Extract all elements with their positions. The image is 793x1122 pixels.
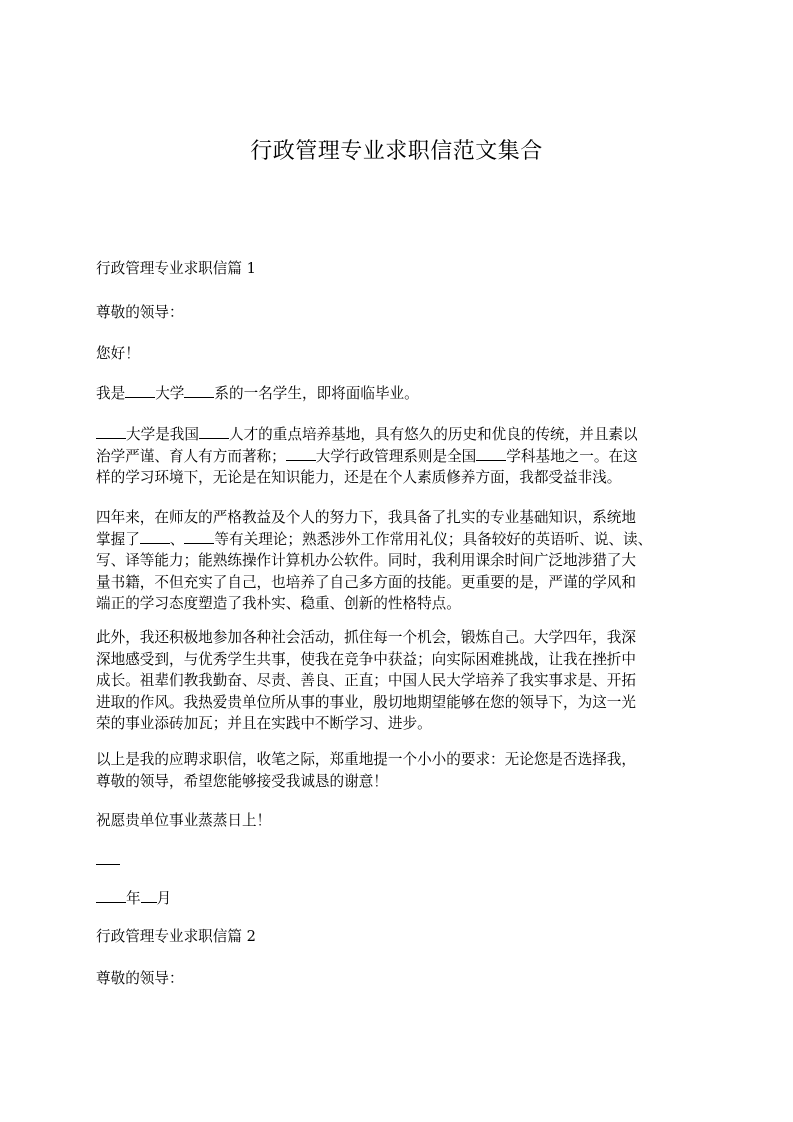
paragraph-line: 此外，我还积极地参加各种社会活动，抓住每一个机会，锻炼自己。大学四年，我深 — [96, 629, 636, 646]
paragraph-university — [96, 424, 696, 489]
paragraph-line: 成长。祖辈们教我勤奋、尽责、善良、正直；中国人民大学培养了我实事求是、开拓 — [96, 672, 636, 689]
month-label: 月 — [156, 890, 172, 907]
section1-heading: 行政管理专业求职信篇 1 — [96, 260, 256, 277]
text-span: 掌握了 — [96, 530, 140, 548]
closing-wish: 祝愿贵单位事业蒸蒸日上！ — [96, 812, 272, 829]
paragraph-line: 四年来，在师友的严格教益及个人的努力下，我具备了扎实的专业基础知识，系统地 — [96, 509, 636, 526]
text-span: 大学是我国 — [126, 426, 199, 443]
text-span: 学科基地之一。在这 — [506, 447, 638, 465]
paragraph-line: 深地感受到，与优秀学生共事，使我在竞争中获益；向实际困难挑战，让我在挫折中 — [96, 650, 636, 668]
paragraph-line: 端正的学习态度塑造了我朴实、稳重、创新的性格特点。 — [96, 595, 461, 612]
intro-text-a: 我是 — [96, 385, 126, 402]
blank-university — [125, 383, 155, 398]
paragraph-line: 样的学习环境下，无论是在知识能力，还是在个人素质修养方面，我都受益非浅。 — [96, 469, 622, 486]
paragraph-line: 进取的作风。我热爱贵单位所从事的事业，殷切地期望能够在您的领导下，为这一光 — [96, 693, 636, 711]
paragraph-line: 尊敬的领导，希望您能够接受我诚恳的谢意！ — [96, 772, 388, 790]
section2-heading: 行政管理专业求职信篇 2 — [96, 928, 256, 945]
text-span: 治学严谨、育人有方而著称； — [96, 447, 286, 465]
text-span: 等有关理论；熟悉涉外工作常用礼仪；具备较好的英语听、说、读、 — [214, 530, 653, 548]
year-label: 年 — [126, 890, 141, 907]
salutation: 尊敬的领导： — [96, 304, 184, 321]
text-span: 人才的重点培养基地，具有悠久的历史和优良的传统，并且素以 — [228, 426, 638, 443]
intro-text-b: 大学 — [155, 385, 185, 402]
paragraph-line — [96, 529, 696, 551]
signature-blank — [96, 864, 120, 865]
blank-year — [96, 888, 126, 903]
paragraph-line: 量书籍，不但充实了自己，也培养了自己多方面的技能。更重要的是，严谨的学风和 — [96, 573, 636, 591]
paragraph-line — [96, 446, 696, 468]
blank-theory-2 — [184, 529, 214, 544]
paragraph-activities — [96, 627, 696, 735]
paragraph-study — [96, 507, 696, 615]
paragraph-line: 以上是我的应聘求职信，收笔之际，郑重地提一个小小的要求：无论您是否选择我， — [96, 751, 636, 768]
blank-talent — [199, 424, 229, 439]
document-title: 行政管理专业求职信范文集合 — [250, 139, 543, 164]
blank-university-name — [96, 424, 126, 439]
blank-university-name-2 — [286, 446, 316, 461]
text-span: 、 — [169, 530, 185, 548]
paragraph-line — [96, 424, 696, 446]
intro-text-c: 系的一名学生，即将面临毕业。 — [214, 385, 419, 402]
blank-department — [184, 383, 214, 398]
paragraph-conclusion — [96, 749, 696, 792]
paragraph-line: 荣的事业添砖加瓦；并且在实践中不断学习、进步。 — [96, 715, 432, 732]
text-span: 大学行政管理系则是全国 — [315, 447, 477, 465]
blank-discipline — [476, 446, 506, 461]
paragraph-intro — [96, 383, 696, 405]
salutation-2: 尊敬的领导： — [96, 970, 184, 987]
greeting: 您好！ — [96, 345, 140, 362]
blank-month — [141, 888, 157, 903]
paragraph-line: 写、译等能力；能熟练操作计算机办公软件。同时，我利用课余时间广泛地涉猎了大 — [96, 552, 636, 569]
blank-theory-1 — [140, 529, 170, 544]
date-line — [96, 888, 696, 910]
